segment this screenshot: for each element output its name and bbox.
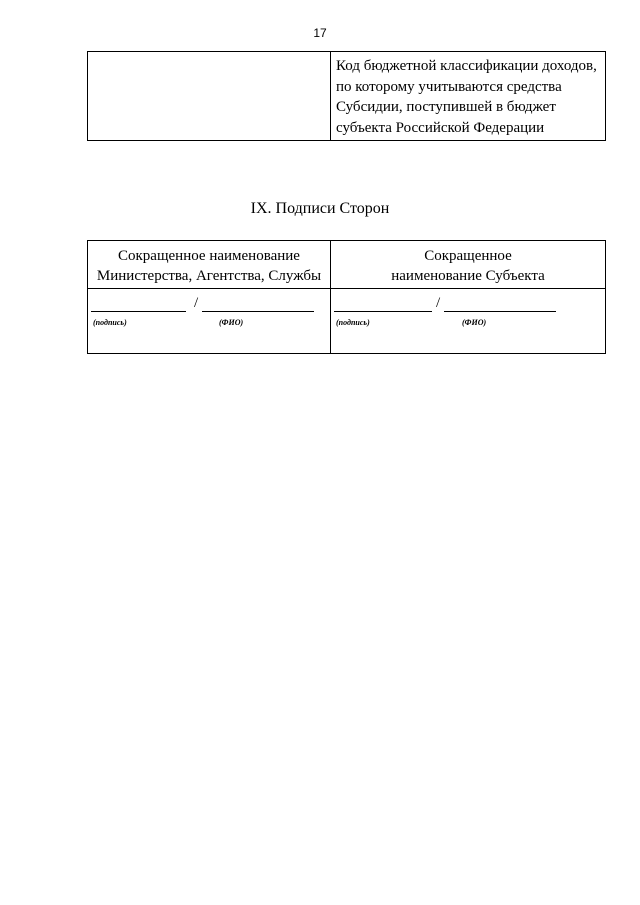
signature-line xyxy=(91,311,186,312)
name-line xyxy=(444,311,556,312)
name-caption: (ФИО) xyxy=(219,318,244,327)
empty-left-cell xyxy=(88,52,331,141)
signature-caption: (подпись) xyxy=(93,318,127,327)
subject-signature-cell xyxy=(331,289,606,354)
signature-line xyxy=(334,311,432,312)
table-row xyxy=(88,241,606,289)
ministry-header-cell xyxy=(88,241,331,289)
name-caption: (ФИО) xyxy=(462,318,487,327)
budget-code-cell xyxy=(331,52,606,141)
slash-separator: / xyxy=(194,295,199,311)
page-number: 17 xyxy=(313,26,327,40)
ministry-header-text: Сокращенное наименование Министерства, Агентства, Службы xyxy=(96,248,322,284)
table-row xyxy=(88,52,606,141)
subject-header-cell xyxy=(331,241,606,289)
ministry-signature-cell xyxy=(88,289,331,354)
budget-code-table xyxy=(87,51,606,141)
budget-code-text: Код бюджетной классификации доходов, по которому учитываются средства Субсидии, поступившей в бюджет субъекта Российской Федерации xyxy=(336,58,597,136)
signatures-table xyxy=(87,240,606,354)
signature-caption: (подпись) xyxy=(336,318,370,327)
slash-separator: / xyxy=(436,295,441,311)
name-line xyxy=(202,311,314,312)
table-row xyxy=(88,289,606,354)
subject-header-text: Сокращенное наименование Субъекта xyxy=(391,248,545,284)
section-title: IX. Подписи Сторон xyxy=(250,200,390,217)
